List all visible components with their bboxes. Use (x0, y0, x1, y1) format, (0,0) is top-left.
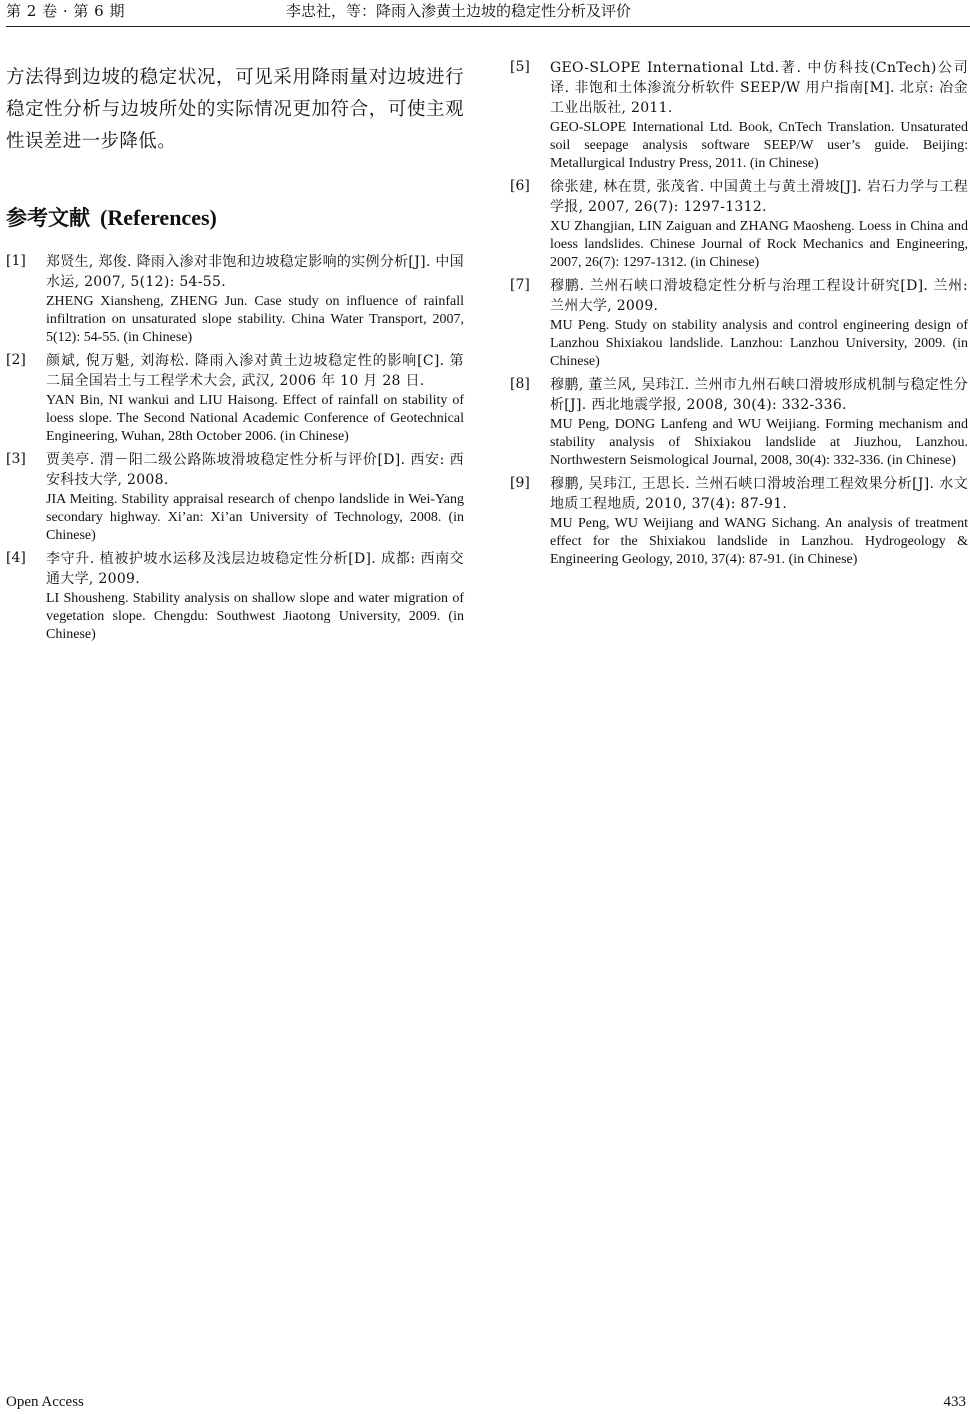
volume-issue: 第 2 卷 · 第 6 期 (6, 2, 125, 20)
reference-en: JIA Meiting. Stability appraisal research of chenpo landslide in Wei-Yang secondary highway. Xi’an: Xi’an University of Technology, 2008. (in Chinese) (46, 492, 464, 543)
page-header (6, 0, 970, 27)
reference-number: [9] (510, 475, 530, 491)
reference-zh: 贾美亭. 渭－阳二级公路陈坡滑坡稳定性分析与评价[D]. 西安: 西安科技大学, 2008. (46, 452, 464, 488)
reference-number: [7] (510, 277, 530, 293)
reference-item (510, 177, 968, 272)
reference-zh: 穆鹏. 兰州石峡口滑坡稳定性分析与治理工程设计研究[D]. 兰州: 兰州大学, 2009. (550, 278, 968, 314)
reference-en: GEO-SLOPE International Ltd. Book, CnTech Translation. Unsaturated soil seepage analysis software SEEP/W user’s guide. Beijing: Metallurgical Industry Press, 2011. (in Chinese) (550, 120, 968, 171)
reference-item (510, 375, 968, 470)
reference-zh: 穆鹏, 吴玮江, 王思长. 兰州石峡口滑坡治理工程效果分析[J]. 水文地质工程地质, 2010, 37(4): 87-91. (550, 476, 968, 512)
reference-en: MU Peng, WU Weijiang and WANG Sichang. An analysis of treatment effect for the Shixiakou landslide in Lanzhou. Hydrogeology & Engineering Geology, 2010, 37(4): 87-91. (in Chinese) (550, 516, 968, 567)
reference-en: XU Zhangjian, LIN Zaiguan and ZHANG Maosheng. Loess in China and loess landslides. Chinese Journal of Rock Mechanics and Engineering, 2007, 26(7): 1297-1312. (in Chinese) (550, 219, 968, 270)
references-heading-en: (References) (100, 205, 217, 230)
reference-item (510, 276, 968, 371)
running-title: 李忠社，等：降雨入渗黄土边坡的稳定性分析及评价 (286, 2, 632, 20)
right-column (510, 58, 968, 573)
reference-item (510, 474, 968, 569)
reference-number: [4] (6, 550, 26, 566)
reference-zh: 徐张建, 林在贯, 张茂省. 中国黄土与黄土滑坡[J]. 岩石力学与工程学报, 2007, 26(7): 1297-1312. (550, 179, 968, 215)
reference-item (6, 549, 464, 644)
reference-zh: GEO-SLOPE International Ltd.著. 中仿科技(CnTech)公司译. 非饱和土体渗流分析软件 SEEP/W 用户指南[M]. 北京: 冶金工业出版社, 2011. (550, 60, 968, 116)
page-number: 433 (943, 1394, 966, 1410)
page-footer (6, 1394, 966, 1411)
reference-en: YAN Bin, NI wankui and LIU Haisong. Effect of rainfall on stability of loess slope. The Second National Academic Conference of Geotechnical Engineering, Wuhan, 28th October 2006. (in Chinese) (46, 393, 464, 444)
reference-en: LI Shousheng. Stability analysis on shallow slope and water migration of vegetation slope. Chengdu: Southwest Jiaotong University, 2009. (in Chinese) (46, 591, 464, 642)
reference-zh: 郑贤生, 郑俊. 降雨入渗对非饱和边坡稳定影响的实例分析[J]. 中国水运, 2007, 5(12): 54-55. (46, 254, 464, 290)
reference-number: [3] (6, 451, 26, 467)
reference-number: [6] (510, 178, 530, 194)
reference-zh: 颜斌, 倪万魁, 刘海松. 降雨入渗对黄土边坡稳定性的影响[C]. 第二届全国岩土与工程学术大会, 武汉, 2006 年 10 月 28 日. (46, 353, 464, 389)
reference-en: MU Peng. Study on stability analysis and control engineering design of Lanzhou Shixiakou landslide. Lanzhou: Lanzhou University, 2009. (in Chinese) (550, 318, 968, 369)
references-heading (6, 202, 464, 232)
reference-item (6, 450, 464, 545)
reference-zh: 李守升. 植被护坡水运移及浅层边坡稳定性分析[D]. 成都: 西南交通大学, 2009. (46, 551, 464, 587)
reference-number: [8] (510, 376, 530, 392)
reference-item (6, 351, 464, 446)
reference-en: MU Peng, DONG Lanfeng and WU Weijiang. Forming mechanism and stability analysis of Shixiakou landslide at Jiuzhou, Lanzhou. Northwestern Seismological Journal, 2008, 30(4): 332-336. (in Chinese) (550, 417, 968, 468)
reference-item (510, 58, 968, 173)
reference-number: [1] (6, 253, 26, 269)
reference-number: [2] (6, 352, 26, 368)
references-heading-zh: 参考文献 (6, 206, 90, 230)
left-column (6, 58, 464, 648)
open-access-label: Open Access (6, 1394, 84, 1410)
reference-item (6, 252, 464, 347)
reference-zh: 穆鹏, 董兰风, 吴玮江. 兰州市九州石峡口滑坡形成机制与稳定性分析[J]. 西北地震学报, 2008, 30(4): 332-336. (550, 377, 968, 413)
reference-en: ZHENG Xiansheng, ZHENG Jun. Case study on influence of rainfall infiltration on unsaturated slope stability. China Water Transport, 2007, 5(12): 54-55. (in Chinese) (46, 294, 464, 345)
intro-paragraph: 方法得到边坡的稳定状况，可见采用降雨量对边坡进行稳定性分析与边坡所处的实际情况更加符合，可使主观性误差进一步降低。 (6, 67, 464, 152)
reference-number: [5] (510, 59, 530, 75)
